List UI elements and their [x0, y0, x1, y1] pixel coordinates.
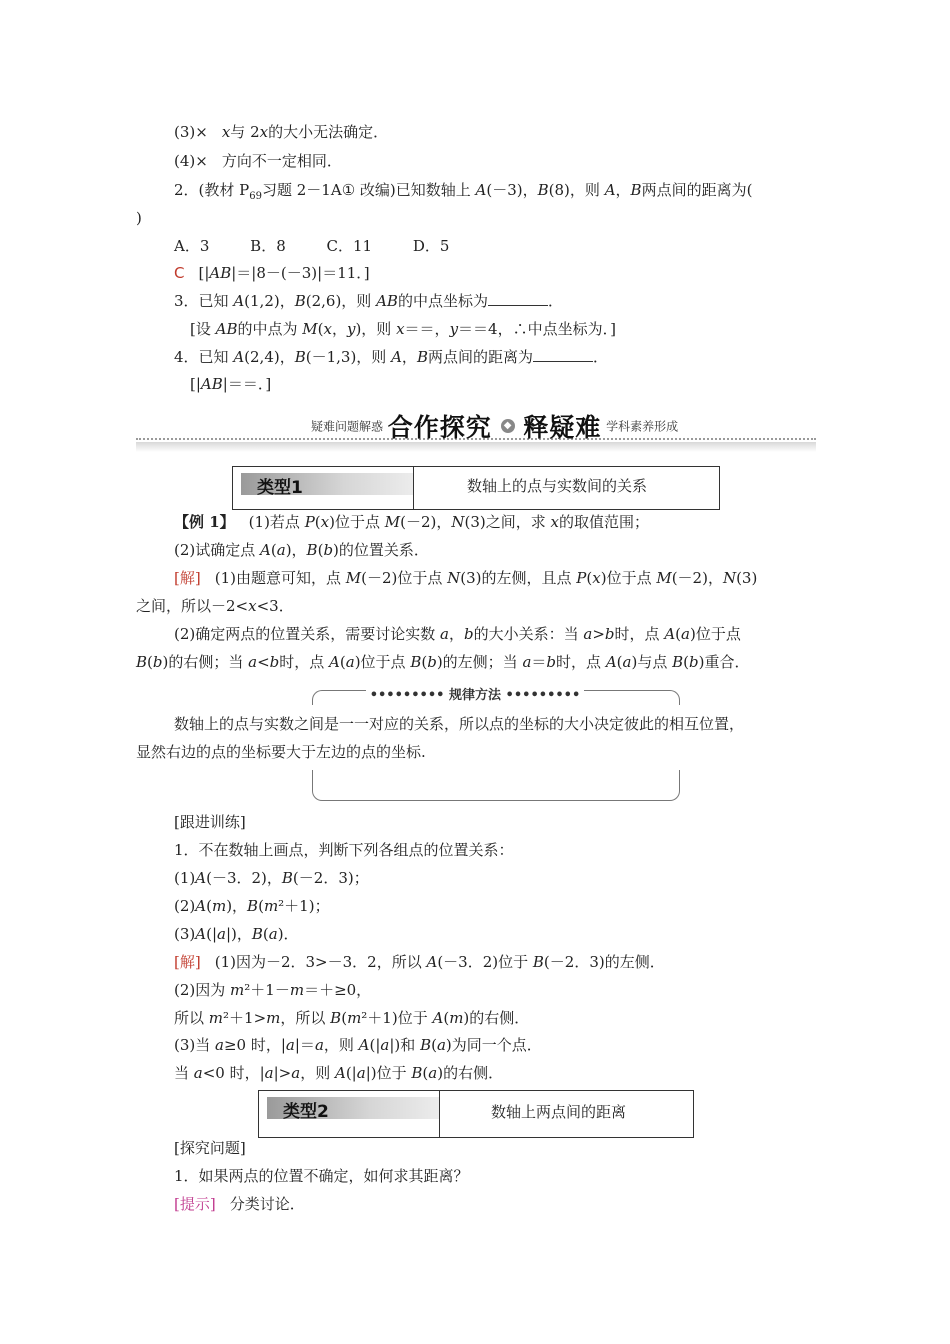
section-banner — [136, 408, 816, 452]
answer-blank — [488, 291, 548, 306]
type-1-box — [232, 466, 720, 510]
follow-up-part-3: (3)A(|a|)，B(a)． — [174, 925, 299, 943]
banner-dot-icon: ◆ — [501, 419, 515, 433]
follow-up-part-1: (1)A(－3．2)，B(－2．3)； — [174, 869, 369, 887]
question-2: 2．(教材 $P_{69}$习题 2－1A① 改编)已知数轴上 A(－3)，B(8)，则 A，B两点间的距离为( — [174, 181, 753, 202]
answer-3-line: (3)× x与 2x的大小无法确定． — [174, 123, 389, 141]
follow-up-answer-5: 当 a<0 时，|a|>a，则 A(|a|)位于 B(a)的右侧． — [174, 1064, 504, 1082]
example-1-solution-2: (2)确定两点的位置关系，需要讨论实数 a，b的大小关系：当 a>b时，点 A(a)位于点 — [174, 625, 741, 643]
example-1-solution-1-cont: 之间，所以－2<x<3． — [136, 597, 294, 615]
method-label: ••••••••• 规律方法 ••••••••• — [0, 684, 950, 703]
type-2-box — [258, 1090, 694, 1138]
follow-up-answer-2: (2)因为 m²＋1－m＝＋≥0， — [174, 981, 372, 999]
question-4: 4．已知 A(2,4)，B(－1,3)，则 A，B两点间的距离为 ． — [174, 348, 608, 366]
option-c: C．11 — [326, 237, 373, 255]
method-text-2: 显然右边的点的坐标要大于左边的点的坐标. — [136, 743, 426, 761]
answer-blank — [533, 347, 593, 362]
follow-up-heading: [跟进训练] — [174, 813, 246, 831]
banner-title-1: 合作探究 — [387, 413, 492, 442]
type-2-title: 数轴上两点间的距离 — [491, 1103, 627, 1121]
option-a: A．3 — [174, 237, 210, 255]
banner-title-2: 释疑难 — [523, 413, 602, 442]
type-2-tag: 类型2 — [267, 1097, 439, 1119]
follow-up-answer-4: (3)当 a≥0 时，|a|＝a，则 A(|a|)和 B(a)为同一个点． — [174, 1036, 542, 1054]
example-1-solution-1: [解] (1)由题意可知，点 M(－2)位于点 N(3)的左侧，且点 P(x)位于点 M(－2)，N(3) — [174, 569, 758, 587]
follow-up-answer-1: [解] (1)因为－2．3>－3．2，所以 A(－3．2)位于 B(－2．3)的左侧． — [174, 953, 665, 971]
type-1-title: 数轴上的点与实数间的关系 — [467, 477, 648, 495]
banner-right-caption: 学科素养形成 — [606, 419, 679, 434]
explore-heading: [探究问题] — [174, 1139, 246, 1157]
question-4-answer: [|AB|＝＝．] — [190, 375, 272, 393]
method-text-1: 数轴上的点与实数之间是一一对应的关系，所以点的坐标的大小决定彼此的相互位置， — [174, 715, 745, 733]
example-1-solution-2-cont: B(b)的右侧；当 a<b时，点 A(a)位于点 B(b)的左侧；当 a＝b时，点 A(a)与点 B(b)重合． — [136, 653, 750, 671]
question-2-options — [174, 236, 449, 256]
explore-hint: [提示] 分类讨论． — [174, 1195, 305, 1213]
follow-up-answer-3: 所以 m²＋1>m，所以 B(m²＋1)位于 A(m)的右侧． — [174, 1009, 530, 1027]
question-2-close: ) — [136, 209, 142, 227]
question-2-answer: C [|AB|＝|8－(－3)|＝11．] — [174, 264, 370, 282]
option-b: B．8 — [250, 237, 286, 255]
example-1-part-2: (2)试确定点 A(a)，B(b)的位置关系． — [174, 541, 429, 559]
question-3: 3．已知 A(1,2)，B(2,6)，则 AB的中点坐标为 ． — [174, 292, 563, 310]
type-1-tag: 类型1 — [241, 473, 413, 495]
option-d: D．5 — [412, 237, 450, 255]
answer-4-line: (4)× 方向不一定相同． — [174, 152, 342, 170]
follow-up-question: 1．不在数轴上画点，判断下列各组点的位置关系： — [174, 841, 514, 859]
follow-up-part-2: (2)A(m)，B(m²＋1)； — [174, 897, 330, 915]
banner-left-caption: 疑难问题解惑 — [311, 419, 384, 434]
method-box-bottom — [312, 770, 680, 801]
example-1-part-1: 【例 1】 (1)若点 P(x)位于点 M(－2)，N(3)之间，求 x的取值范围； — [174, 513, 649, 531]
question-3-answer: [设 AB的中点为 M(x，y)，则 x＝＝，y＝＝4，∴中点坐标为．] — [190, 320, 616, 338]
hint-tag: [提示] — [174, 1195, 216, 1213]
explore-question: 1．如果两点的位置不确定，如何求其距离？ — [174, 1167, 469, 1185]
